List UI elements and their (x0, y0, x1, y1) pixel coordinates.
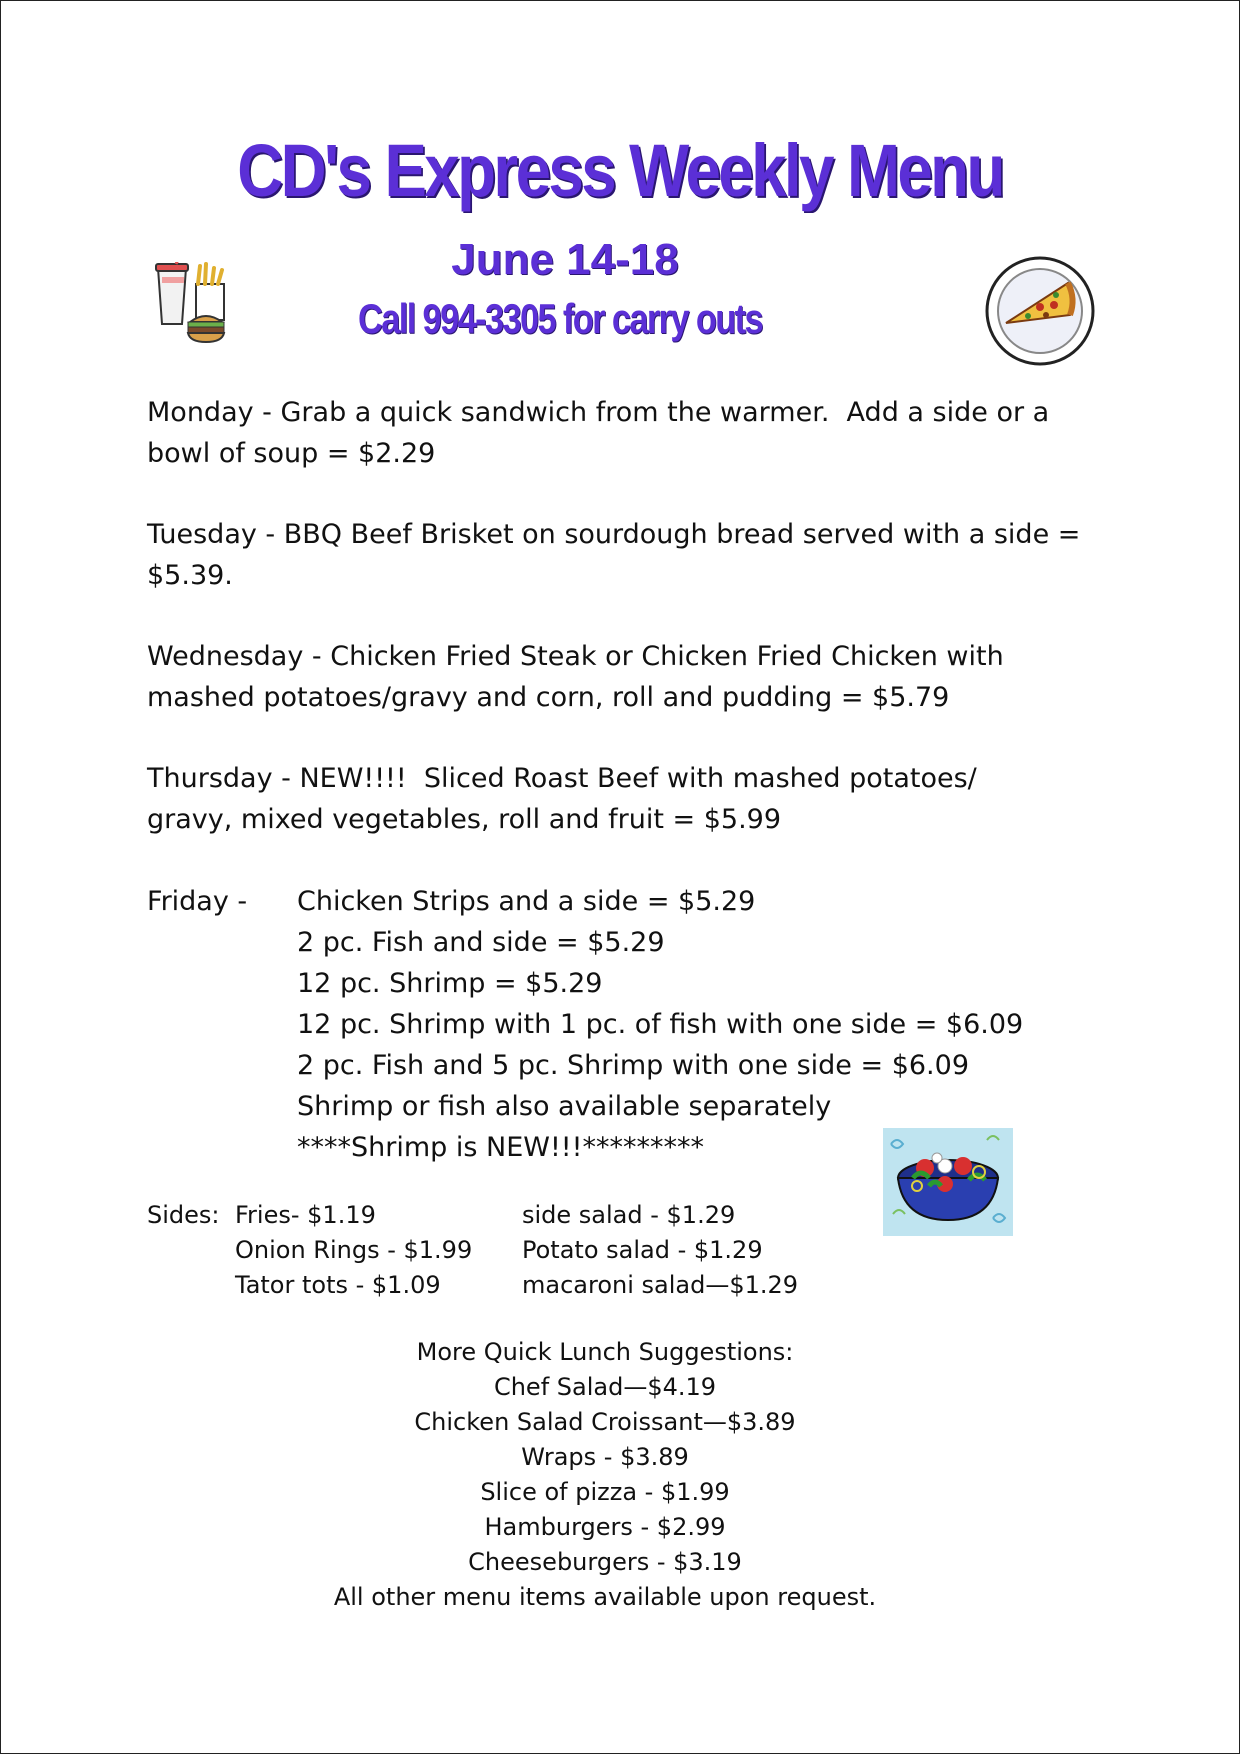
lunch-suggestions (0, 1335, 1210, 1615)
wednesday-special (147, 636, 1097, 718)
suggestions-footer: All other menu items available upon request. (333, 1583, 877, 1611)
side-item: Onion Rings - $1.99 (235, 1236, 473, 1264)
thursday-special (147, 758, 1097, 840)
side-item: side salad - $1.29 (522, 1201, 736, 1229)
thursday-text-line-1: Thursday - NEW!!!! Sliced Roast Beef with mashed potatoes/ (147, 763, 977, 794)
carryout-phone: Call 994-3305 for carry outs (358, 295, 762, 342)
side-item: Fries- $1.19 (235, 1201, 376, 1229)
suggestion-item: Chicken Salad Croissant—$3.89 (414, 1408, 796, 1436)
menu-title: CD's Express Weekly Menu (237, 129, 1003, 212)
wednesday-text: Wednesday - Chicken Fried Steak or Chicken Fried Chicken with mashed potatoes/gravy and corn, roll and pudding = $5.79 (147, 641, 1013, 713)
suggestion-item: Chef Salad—$4.19 (493, 1373, 717, 1401)
sides-column-2 (522, 1198, 822, 1303)
fast-food-icon (150, 262, 242, 346)
suggestion-item: Cheeseburgers - $3.19 (468, 1548, 742, 1576)
tuesday-text: Tuesday - BBQ Beef Brisket on sourdough bread served with a side = $5.39. (147, 519, 1089, 591)
friday-items (297, 881, 1077, 1168)
friday-item: 2 pc. Fish and 5 pc. Shrimp with one side = $6.09 (297, 1050, 969, 1081)
menu-dates: June 14-18 (451, 235, 679, 284)
monday-special (147, 392, 1097, 474)
friday-label: Friday - (147, 886, 248, 917)
suggestion-item: Slice of pizza - $1.99 (480, 1478, 730, 1506)
sides-label: Sides: (147, 1201, 220, 1229)
suggestion-item: Wraps - $3.89 (521, 1443, 689, 1471)
friday-item: 12 pc. Shrimp with 1 pc. of fish with one side = $6.09 (297, 1009, 1024, 1040)
salad-bowl-icon (883, 1128, 1013, 1236)
pizza-plate-icon (984, 255, 1096, 367)
friday-item: 2 pc. Fish and side = $5.29 (297, 927, 665, 958)
suggestions-heading: More Quick Lunch Suggestions: (416, 1338, 794, 1366)
friday-item: ****Shrimp is NEW!!!********* (297, 1132, 704, 1163)
sides-column-1 (235, 1198, 495, 1303)
side-item: Tator tots - $1.09 (235, 1271, 441, 1299)
tuesday-special (147, 514, 1097, 596)
side-item: macaroni salad—$1.29 (522, 1271, 799, 1299)
friday-item: 12 pc. Shrimp = $5.29 (297, 968, 603, 999)
friday-item: Chicken Strips and a side = $5.29 (297, 886, 756, 917)
friday-item: Shrimp or fish also available separately (297, 1091, 832, 1122)
side-item: Potato salad - $1.29 (522, 1236, 763, 1264)
suggestion-item: Hamburgers - $2.99 (484, 1513, 726, 1541)
thursday-text-line-2: gravy, mixed vegetables, roll and fruit = $5.99 (147, 804, 782, 835)
monday-text: Monday - Grab a quick sandwich from the warmer. Add a side or a bowl of soup = $2.29 (147, 397, 1058, 469)
